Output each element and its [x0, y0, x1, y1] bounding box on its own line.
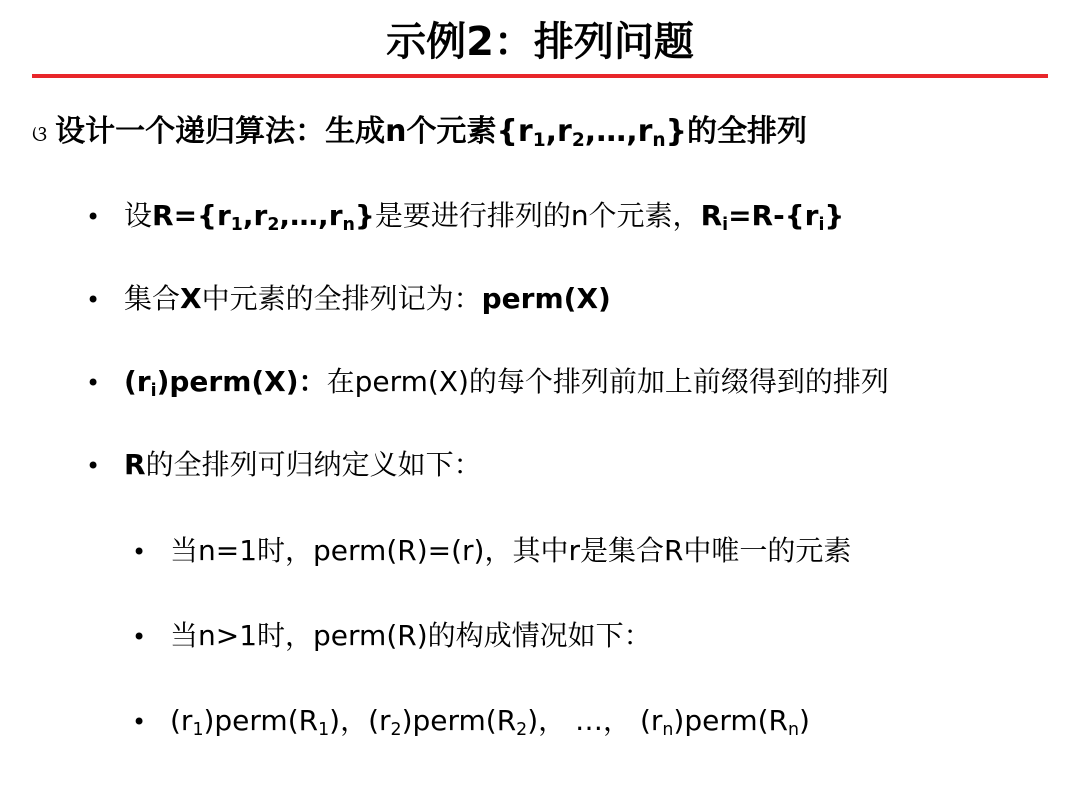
sublist-item-perm-sequence: • $(r_1)perm(R_1)$，$(r_2)perm(R_2)$， …， $(r_n)perm(R_n)$ [132, 697, 810, 746]
bullet-icon: • [86, 369, 101, 397]
list-item-set-definition: • 设$R=\{r_1,r_2,\dots,r_n\}$是要进行排列的n个元素，$R_i=R-\{r_i\}$ [86, 192, 844, 241]
title-divider [32, 74, 1048, 78]
curl-bullet-icon: ଓ [32, 122, 46, 147]
list-item-perm-notation: • 集合X中元素的全排列记为：perm(X) [86, 275, 611, 324]
slide-title: 示例2：排列问题 [386, 19, 694, 65]
bullet-icon: • [86, 203, 101, 231]
bullet-icon: • [132, 538, 147, 566]
bullet-icon: • [86, 286, 101, 314]
bullet-icon: • [86, 452, 101, 480]
sublist-item-base-case: • 当n=1时，perm(R)=(r)，其中r是集合R中唯一的元素 [132, 527, 851, 576]
main-heading: ଓ 设计一个递归算法：生成n个元素$\{r_1,r_2,\dots,r_n\}$的全排列 [32, 114, 807, 152]
list-item-prefix-perm: • $(r_i)perm(X)$：在perm(X)的每个排列前加上前缀得到的排列 [86, 358, 889, 407]
bullet-icon: • [132, 623, 147, 651]
bullet-icon: • [132, 708, 147, 736]
list-item-inductive-definition: • R的全排列可归纳定义如下： [86, 441, 482, 490]
sublist-item-recursive-case: • 当n>1时，perm(R)的构成情况如下： [132, 612, 652, 661]
